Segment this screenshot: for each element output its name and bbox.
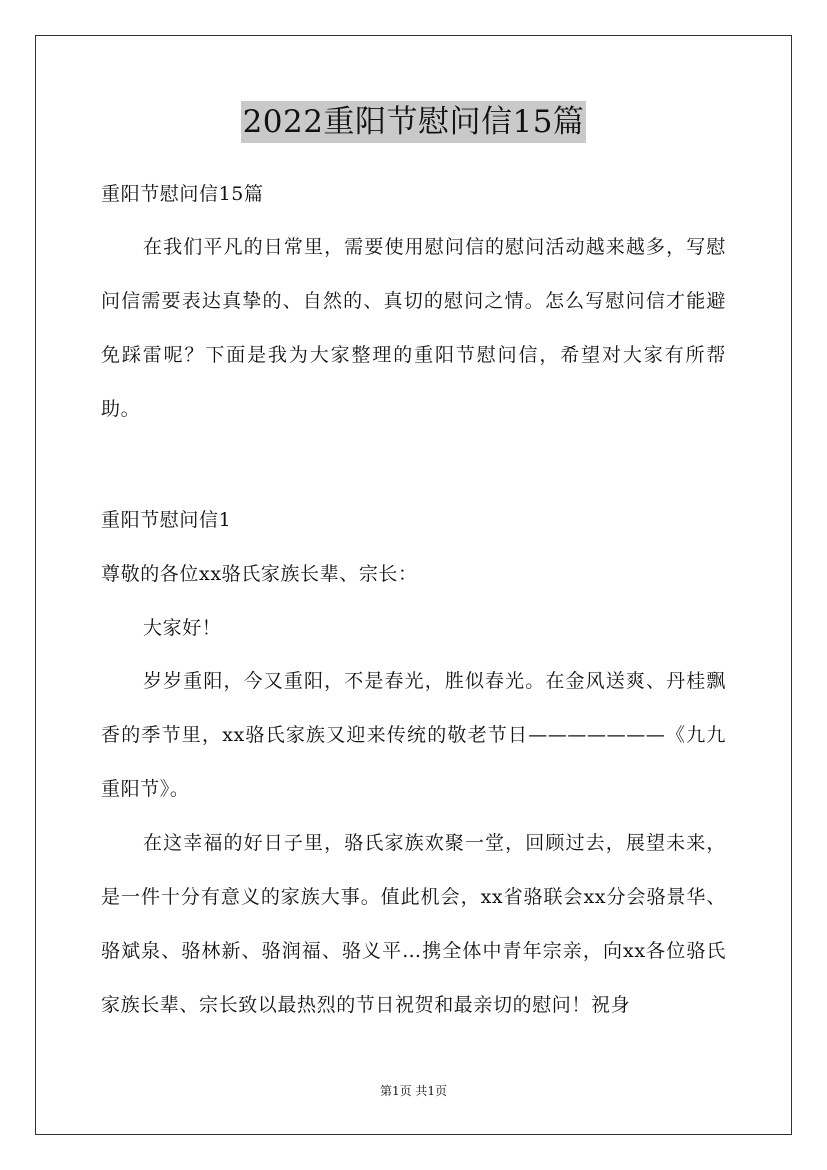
document-title: 2022重阳节慰问信15篇 xyxy=(241,101,587,143)
greeting: 大家好！ xyxy=(143,617,222,639)
section-heading: 重阳节慰问信1 xyxy=(101,509,232,531)
page-footer: 第1页 共1页 xyxy=(379,1084,448,1098)
intro-paragraph: 在我们平凡的日常里，需要使用慰问信的慰问活动越来越多，写慰问信需要表达真挚的、自然的、真切的慰问之情。怎么写慰问信才能避免踩雷呢？下面是我为大家整理的重阳节慰问信，希望对大家有所帮助。 xyxy=(101,236,726,420)
document-subtitle: 重阳节慰问信15篇 xyxy=(101,183,264,205)
body-paragraph-1: 岁岁重阳，今又重阳，不是春光，胜似春光。在金风送爽、丹桂飘香的季节里，xx骆氏家族又迎来传统的敬老节日———————《九九重阳节》。 xyxy=(101,670,726,800)
title-container xyxy=(0,101,827,143)
salutation: 尊敬的各位xx骆氏家族长辈、宗长： xyxy=(101,563,418,585)
body-paragraph-2: 在这幸福的好日子里，骆氏家族欢聚一堂，回顾过去，展望未来，是一件十分有意义的家族大事。值此机会，xx省骆联会xx分会骆景华、骆斌泉、骆林新、骆润福、骆义平…携全体中青年宗亲，向xx各位骆氏家族长辈、宗长致以最热烈的节日祝贺和最亲切的慰问！祝身 xyxy=(101,832,726,1016)
